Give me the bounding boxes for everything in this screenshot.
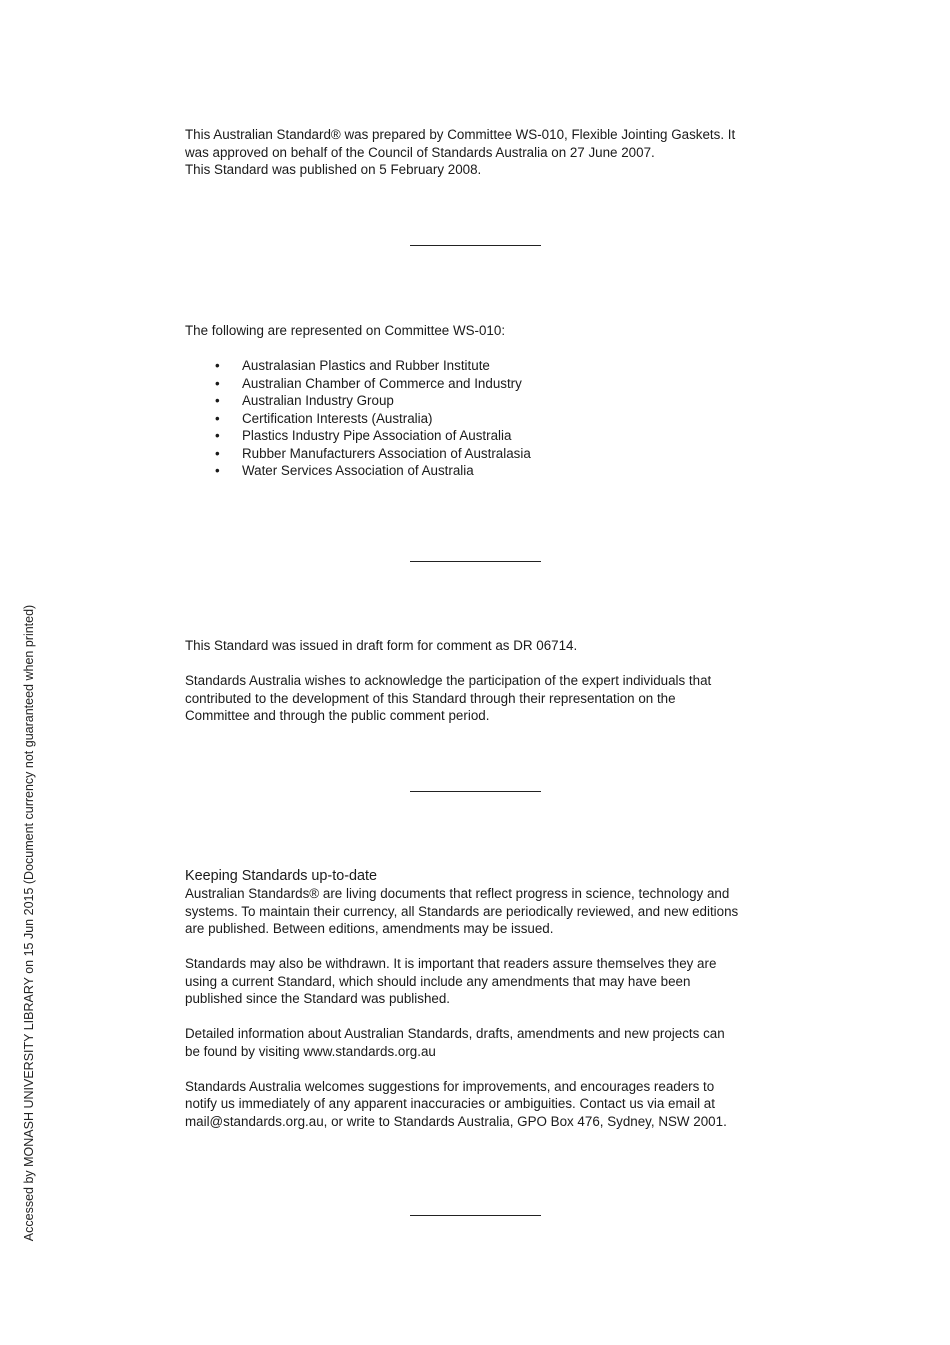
member-name: Australasian Plastics and Rubber Institute (242, 358, 490, 373)
paragraph-line: systems. To maintain their currency, all Standards are periodically reviewed, and new editions (185, 903, 739, 919)
list-item (185, 375, 785, 393)
bullet: • (215, 445, 220, 461)
preparation-block (185, 126, 785, 179)
bullet: • (215, 428, 220, 443)
section-heading: Keeping Standards up-to-date (185, 868, 378, 884)
list-item (185, 462, 785, 480)
list-item (185, 445, 785, 463)
committee-members-list (185, 357, 785, 480)
bullet: • (215, 463, 220, 478)
draft-block (185, 637, 785, 725)
paragraph-line: Detailed information about Australian Standards, drafts, amendments and new projects can (185, 1026, 725, 1041)
paragraph (185, 955, 785, 1008)
member-name: Rubber Manufacturers Association of Australasia (242, 445, 531, 461)
preparation-line: This Australian Standard® was prepared by Committee WS-010, Flexible Jointing Gaskets. It (185, 127, 736, 142)
paragraph (185, 1025, 785, 1060)
preparation-line: This Standard was published on 5 February 2008. (185, 162, 482, 177)
paragraph-line: notify us immediately of any apparent inaccuracies or ambiguities. Contact us via email at (185, 1096, 715, 1111)
preparation-text (185, 126, 785, 179)
committee-intro: The following are represented on Committee WS-010: (185, 323, 506, 338)
draft-issued-text: This Standard was issued in draft form for comment as DR 06714. (185, 638, 578, 653)
bullet: • (215, 410, 220, 426)
paragraph-line: Australian Standards® are living documents that reflect progress in science, technology and (185, 886, 730, 901)
list-item (185, 357, 785, 375)
acknowledgement-line: Standards Australia wishes to acknowledge the participation of the expert individuals that (185, 673, 712, 688)
member-name: Certification Interests (Australia) (242, 410, 433, 426)
paragraph-line: be found by visiting www.standards.org.au (185, 1043, 436, 1059)
list-item (185, 392, 785, 410)
bullet: • (215, 393, 220, 408)
paragraph-line: are published. Between editions, amendments may be issued. (185, 921, 554, 936)
bullet: • (215, 375, 220, 391)
paragraph-line: mail@standards.org.au, or write to Standards Australia, GPO Box 476, Sydney, NSW 2001. (185, 1113, 727, 1129)
list-item (185, 410, 785, 428)
paragraph-line: using a current Standard, which should include any amendments that may have been (185, 973, 691, 989)
preparation-line: was approved on behalf of the Council of Standards Australia on 27 June 2007. (185, 144, 655, 160)
paragraph (185, 885, 785, 938)
section-divider (410, 791, 541, 792)
committee-block (185, 322, 785, 480)
member-name: Plastics Industry Pipe Association of Australia (242, 428, 512, 443)
list-item (185, 427, 785, 445)
paragraph (185, 1078, 785, 1131)
up-to-date-block (185, 867, 785, 1130)
section-divider (410, 245, 541, 246)
paragraph-line: Standards Australia welcomes suggestions for improvements, and encourages readers to (185, 1078, 715, 1094)
section-divider (410, 561, 541, 562)
acknowledgement-line: Committee and through the public comment period. (185, 708, 490, 723)
section-divider (410, 1215, 541, 1216)
paragraph-line: Standards may also be withdrawn. It is important that readers assure themselves they are (185, 956, 717, 971)
access-watermark: Accessed by MONASH UNIVERSITY LIBRARY on 15 Jun 2015 (Document currency not guaranteed when printed) (22, 604, 36, 1242)
member-name: Australian Chamber of Commerce and Industry (242, 375, 522, 391)
member-name: Australian Industry Group (242, 393, 394, 408)
member-name: Water Services Association of Australia (242, 463, 474, 478)
acknowledgement-text (185, 672, 785, 725)
acknowledgement-line: contributed to the development of this Standard through their representation on the (185, 690, 676, 706)
paragraph-line: published since the Standard was published. (185, 991, 451, 1006)
bullet: • (215, 358, 220, 373)
